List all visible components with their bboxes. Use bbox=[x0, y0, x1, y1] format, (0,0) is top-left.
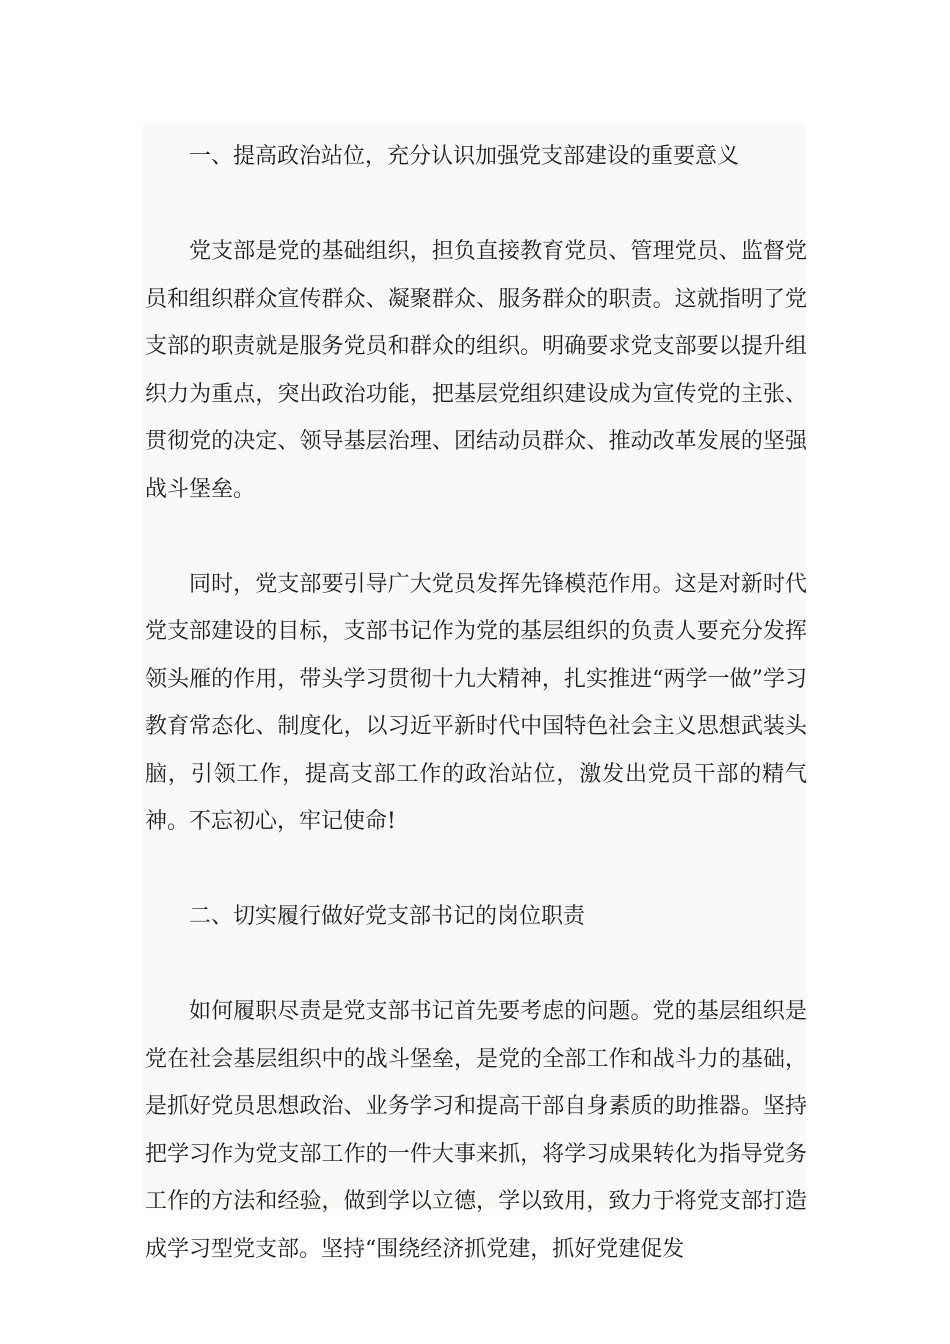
section-heading-2: 二、切实履行做好党支部书记的岗位职责 bbox=[189, 904, 586, 929]
paragraph-3: 如何履职尽责是党支部书记首先要考虑的问题。党的基层组织是党在社会基层组织中的战斗堡垒，是党的全部工作和战斗力的基础，是抓好党员思想政治、业务学习和提高干部自身素质的助推器。坚持把学习作为党支部工作的一件大事来抓，将学习成果转化为指导党务工作的方法和经验，做到学以立德，学以致用，致力于将党支部打造成学习型党支部。坚持“围绕经济抓党建，抓好党建促发 bbox=[145, 999, 807, 1262]
paragraph-2: 同时，党支部要引导广大党员发挥先锋模范作用。这是对新时代党支部建设的目标，支部书记作为党的基层组织的负责人要充分发挥领头雁的作用，带头学习贯彻十九大精神，扎实推进“两学一做”学习教育常态化、制度化，以习近平新时代中国特色社会主义思想武装头脑，引领工作，提高支部工作的政治站位，激发出党员干部的精气神。不忘初心，牢记使命! bbox=[145, 571, 807, 834]
section-heading-1: 一、提高政治站位，充分认识加强党支部建设的重要意义 bbox=[189, 144, 740, 169]
document-body bbox=[145, 133, 807, 1321]
paragraph-1: 党支部是党的基础组织，担负直接教育党员、管理党员、监督党员和组织群众宣传群众、凝聚群众、服务群众的职责。这就指明了党支部的职责就是服务党员和群众的组织。明确要求党支部要以提升组织力为重点，突出政治功能，把基层党组织建设成为宣传党的主张、贯彻党的决定、领导基层治理、团结动员群众、推动改革发展的坚强战斗堡垒。 bbox=[145, 239, 807, 502]
